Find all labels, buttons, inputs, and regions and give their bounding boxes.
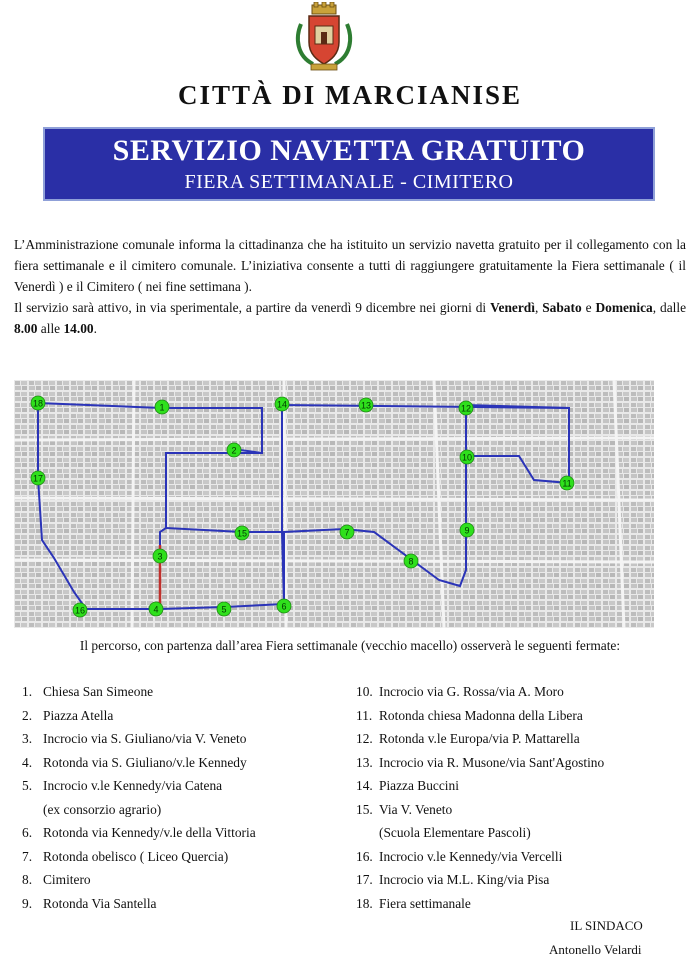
stop-item (22, 755, 342, 779)
stop-number: 17. (356, 872, 373, 887)
stops-list-right (356, 684, 676, 919)
stop-item (22, 684, 342, 708)
intro-p2-text: . (93, 321, 97, 336)
map-stop-marker (217, 602, 231, 616)
map-stop-label: 10 (461, 452, 473, 463)
intro-p2-text: alle (37, 321, 64, 336)
map-stop-marker (31, 396, 45, 410)
city-title: CITTÀ DI MARCIANISE (177, 80, 523, 110)
map-stop-label: 7 (344, 527, 350, 538)
stop-number: 11. (356, 707, 373, 723)
day-friday: Venerdì (490, 300, 535, 315)
stop-number: 1. (22, 684, 33, 699)
intro-sep: , (534, 300, 543, 315)
map-stop-label: 4 (153, 604, 159, 615)
stop-item (22, 896, 342, 920)
map-stop-label: 2 (231, 445, 237, 456)
banner-title: SERVIZIO NAVETTA GRATUITO (112, 134, 586, 167)
map-stop-marker (460, 523, 474, 537)
stop-number: 8. (22, 872, 33, 887)
stop-name-detail: (Scuola Elementare Pascoli) (379, 825, 531, 840)
stop-name: Incrocio v.le Kennedy/via Catena (43, 778, 223, 793)
stop-number: 13. (356, 754, 373, 770)
map-stop-marker (235, 526, 249, 540)
stop-number: 5. (22, 778, 33, 793)
stop-item (356, 849, 676, 873)
stop-name: Rotonda v.le Europa/via P. Mattarella (379, 731, 580, 746)
banner-subtitle: FIERA SETTIMANALE - CIMITERO (184, 171, 514, 193)
map-stop-label: 9 (464, 525, 470, 536)
map-stop-label: 16 (74, 605, 86, 616)
stop-item (356, 872, 676, 896)
intro-text (14, 234, 686, 339)
map-stop-marker (149, 602, 163, 616)
signature-title: IL SINDACO (570, 918, 643, 933)
stop-name: Incrocio via G. Rossa/via A. Moro (379, 684, 564, 699)
stop-name: Piazza Buccini (379, 778, 459, 793)
stop-name: Incrocio via R. Musone/via Sant'Agostino (379, 754, 605, 770)
stop-item-continuation (22, 802, 342, 826)
intro-sep: e (581, 300, 596, 315)
stop-item (22, 825, 342, 849)
stop-name: Rotonda chiesa Madonna della Libera (379, 707, 583, 723)
stop-name: Incrocio via S. Giuliano/via V. Veneto (43, 731, 247, 746)
stop-item (356, 802, 676, 826)
map-stop-label: 18 (32, 398, 44, 409)
map-background (14, 380, 654, 628)
stop-name: Cimitero (43, 872, 91, 887)
stop-name: Fiera settimanale (379, 895, 471, 911)
stop-item (356, 755, 676, 779)
map-stop-marker (340, 525, 354, 539)
stop-name: Piazza Atella (43, 707, 114, 723)
map-stop-label: 11 (562, 478, 572, 489)
stop-name: Incrocio via M.L. King/via Pisa (379, 872, 550, 887)
map-stop-marker (31, 471, 45, 485)
map-stop-label: 3 (157, 551, 163, 562)
route-map (14, 380, 654, 628)
map-stop-label: 13 (360, 400, 372, 411)
stop-number: 10. (356, 684, 373, 699)
stop-item-continuation (356, 825, 676, 849)
stop-item (22, 731, 342, 755)
map-stop-label: 1 (159, 402, 165, 413)
map-stop-marker (155, 400, 169, 414)
stop-item (22, 872, 342, 896)
stop-item (22, 849, 342, 873)
stop-name: Rotonda Via Santella (43, 895, 157, 911)
stop-number: 4. (22, 754, 33, 770)
stop-name: Chiesa San Simeone (43, 684, 154, 699)
day-saturday: Sabato (542, 300, 582, 315)
signature-name: Antonello Velardi (549, 942, 642, 957)
stop-item (356, 708, 676, 732)
title-banner (43, 127, 655, 201)
route-description: Il percorso, con partenza dall’area Fiera settimanale (vecchio macello) osserverà le seguenti fermate: (79, 638, 621, 653)
stop-number: 7. (22, 848, 33, 864)
stop-item (356, 684, 676, 708)
map-stop-label: 5 (221, 604, 227, 615)
map-stop-marker (359, 398, 373, 412)
stop-number: 12. (356, 731, 373, 746)
map-stop-marker (275, 397, 289, 411)
day-sunday: Domenica (595, 300, 653, 315)
map-stop-marker (153, 549, 167, 563)
stop-number: 14. (356, 778, 373, 793)
stop-item (22, 708, 342, 732)
stop-number: 2. (22, 707, 33, 723)
stop-item (22, 778, 342, 802)
intro-p2-text: , dalle (652, 300, 687, 315)
map-stop-label: 15 (236, 528, 248, 539)
map-stop-marker (459, 401, 473, 415)
time-start: 8.00 (14, 321, 38, 336)
map-stop-marker (227, 443, 241, 457)
map-stop-marker (560, 476, 574, 490)
stop-name: Rotonda obelisco ( Liceo Quercia) (43, 848, 229, 864)
map-stop-marker (460, 450, 474, 464)
intro-p2-text: Il servizio sarà attivo, in via sperimentale, a partire da venerdì 9 dicembre nei giorni di (14, 300, 491, 315)
map-stop-label: 14 (276, 399, 288, 410)
map-stop-label: 17 (32, 473, 44, 484)
stop-number: 6. (22, 825, 33, 840)
map-stop-label: 8 (408, 556, 414, 567)
map-stop-marker (73, 603, 87, 617)
coat-of-arms-icon (293, 2, 355, 72)
stop-name: Via V. Veneto (379, 801, 453, 817)
stop-item (356, 731, 676, 755)
stop-name-detail: (ex consorzio agrario) (43, 801, 162, 817)
stop-name: Rotonda via Kennedy/v.le della Vittoria (43, 825, 256, 840)
stops-list-left (22, 684, 342, 919)
time-end: 14.00 (63, 321, 94, 336)
stop-number: 9. (22, 895, 33, 911)
map-stop-marker (277, 599, 291, 613)
stop-number: 3. (22, 731, 33, 746)
stop-item (356, 778, 676, 802)
stop-number: 15. (356, 801, 373, 817)
intro-paragraph-2 (14, 297, 686, 339)
stop-number: 16. (356, 848, 373, 864)
stop-item (356, 896, 676, 920)
map-stop-marker (404, 554, 418, 568)
stop-number: 18. (356, 895, 373, 911)
intro-paragraph-1: L’Amministrazione comunale informa la cittadinanza che ha istituito un servizio navetta gratuito per il collegamento con la fiera settimanale e il cimitero comunale. L’iniziativa consente a tutti di raggiungere gratuitamente la Fiera settimanale ( il Venerdì ) e il Cimitero ( nei fine settimana ). (14, 237, 686, 294)
stop-name: Rotonda via S. Giuliano/v.le Kennedy (43, 754, 247, 770)
map-stop-label: 6 (281, 601, 287, 612)
stop-name: Incrocio v.le Kennedy/via Vercelli (379, 848, 563, 864)
map-stop-label: 12 (460, 403, 472, 414)
